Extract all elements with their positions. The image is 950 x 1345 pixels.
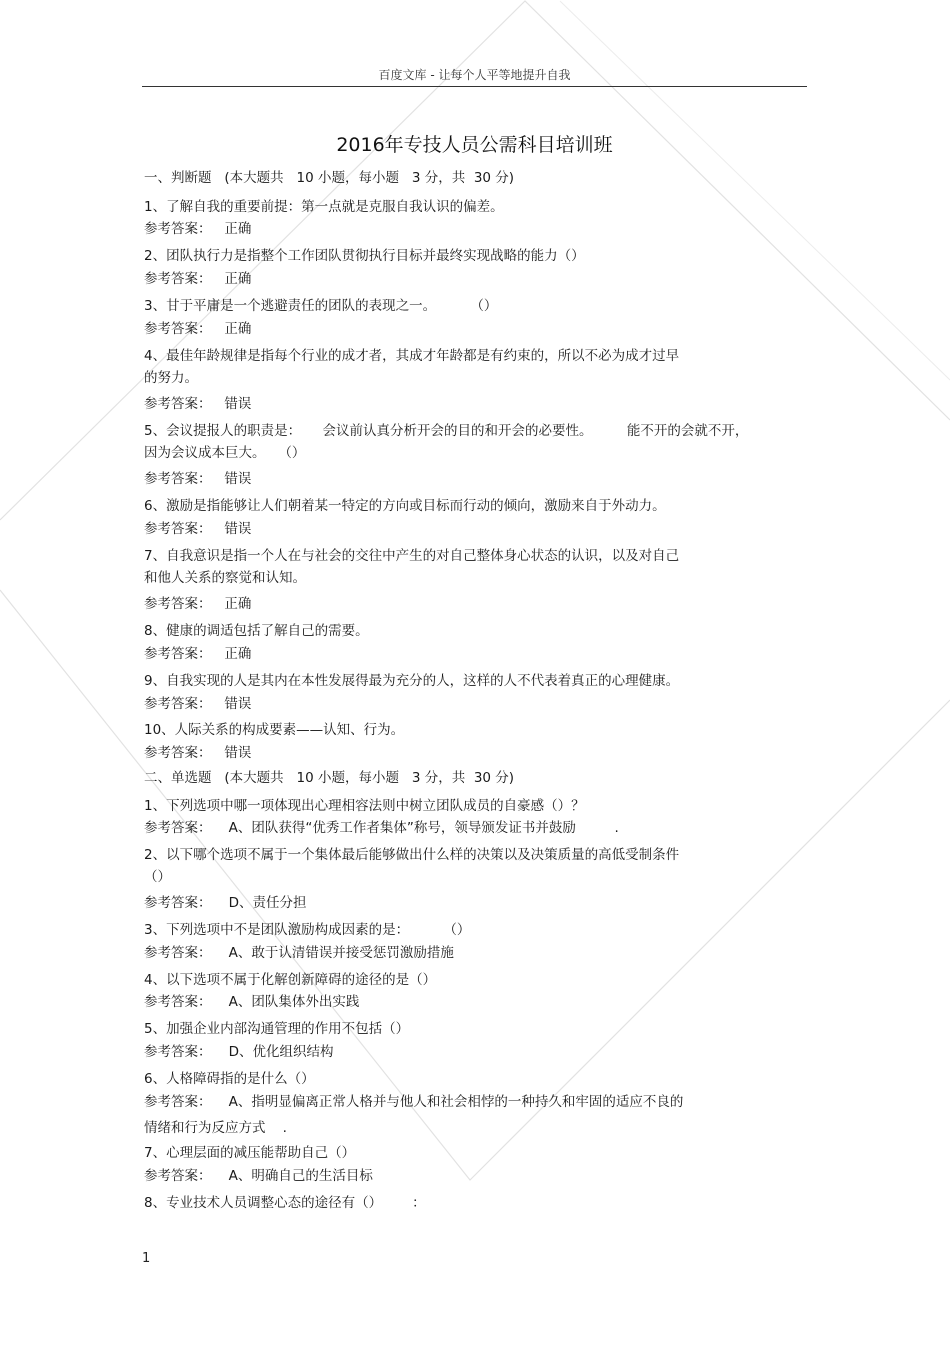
text-line: 6、人格障碍指的是什么（） <box>144 1071 315 1087</box>
text-line: 情绪和行为反应方式 . <box>144 1120 287 1136</box>
text-line: 参考答案： A、团队集体外出实践 <box>144 994 360 1010</box>
text-line: 的努力。 <box>144 370 198 386</box>
text-line: 8、健康的调适包括了解自己的需要。 <box>144 623 369 639</box>
text-line: 参考答案： D、责任分担 <box>144 895 307 911</box>
document-title: 2016年专技人员公需科目培训班 <box>336 134 613 156</box>
text-line: 一、判断题 (本大题共 10 小题，每小题 3 分，共 30 分) <box>144 170 515 186</box>
text-line: 3、下列选项中不是团队激励构成因素的是： （） <box>144 922 471 938</box>
text-line: 参考答案： 错误 <box>144 521 252 537</box>
text-line: 9、自我实现的人是其内在本性发展得最为充分的人，这样的人不代表着真正的心理健康。 <box>144 673 680 689</box>
text-line: 参考答案： 错误 <box>144 745 252 761</box>
text-line: 参考答案： D、优化组织结构 <box>144 1044 334 1060</box>
text-line: （） <box>144 869 171 885</box>
text-line: 4、最佳年龄规律是指每个行业的成才者，其成才年龄都是有约束的，所以不必为成才过早 <box>144 348 680 364</box>
text-line: 因为会议成本巨大。 （） <box>144 445 306 461</box>
text-line: 5、加强企业内部沟通管理的作用不包括（） <box>144 1021 410 1037</box>
text-line: 2、以下哪个选项不属于一个集体最后能够做出什么样的决策以及决策质量的高低受制条件 <box>144 847 680 863</box>
text-line: 二、单选题 (本大题共 10 小题，每小题 3 分，共 30 分) <box>144 770 515 786</box>
text-line: 7、心理层面的减压能帮助自己（） <box>144 1145 356 1161</box>
text-line: 7、自我意识是指一个人在与社会的交往中产生的对自己整体身心状态的认识，以及对自己 <box>144 548 680 564</box>
text-line: 2、团队执行力是指整个工作团队贯彻执行目标并最终实现战略的能力（） <box>144 248 585 264</box>
text-line: 参考答案： A、明确自己的生活目标 <box>144 1168 373 1184</box>
text-line: 1、下列选项中哪一项体现出心理相容法则中树立团队成员的自豪感（）？ <box>144 798 585 814</box>
text-line: 和他人关系的察觉和认知。 <box>144 570 306 586</box>
text-line: 参考答案： 错误 <box>144 471 252 487</box>
text-line: 参考答案： A、敢于认清错误并接受惩罚激励措施 <box>144 945 454 961</box>
text-line: 参考答案： A、团队获得“优秀工作者集体”称号，领导颁发证书并鼓励 . <box>144 820 619 836</box>
text-line: 参考答案： 正确 <box>144 596 252 612</box>
text-line: 6、激励是指能够让人们朝着某一特定的方向或目标而行动的倾向，激励来自于外动力。 <box>144 498 666 514</box>
text-line: 参考答案： 正确 <box>144 221 252 237</box>
text-line: 参考答案： 正确 <box>144 646 252 662</box>
text-line: 1、了解自我的重要前提：第一点就是克服自我认识的偏差。 <box>144 199 504 215</box>
text-line: 参考答案： 正确 <box>144 321 252 337</box>
text-line: 参考答案： 错误 <box>144 396 252 412</box>
text-line: 8、专业技术人员调整心态的途径有（） ： <box>144 1195 426 1211</box>
header-rule <box>142 86 807 87</box>
text-line: 参考答案： 正确 <box>144 271 252 287</box>
page-header: 百度文库 - 让每个人平等地提升自我 <box>378 68 571 82</box>
text-line: 5、会议提报人的职责是： 会议前认真分析开会的目的和开会的必要性。 能不开的会就不开， <box>144 423 749 439</box>
text-line: 4、以下选项不属于化解创新障碍的途径的是（） <box>144 972 437 988</box>
text-line: 参考答案： A、指明显偏离正常人格并与他人和社会相悖的一种持久和牢固的适应不良的 <box>144 1094 684 1110</box>
text-line: 参考答案： 错误 <box>144 696 252 712</box>
text-line: 3、甘于平庸是一个逃避责任的团队的表现之一。 （） <box>144 298 498 314</box>
text-line: 10、人际关系的构成要素——认知、行为。 <box>144 722 405 738</box>
page-number: 1 <box>142 1251 151 1266</box>
